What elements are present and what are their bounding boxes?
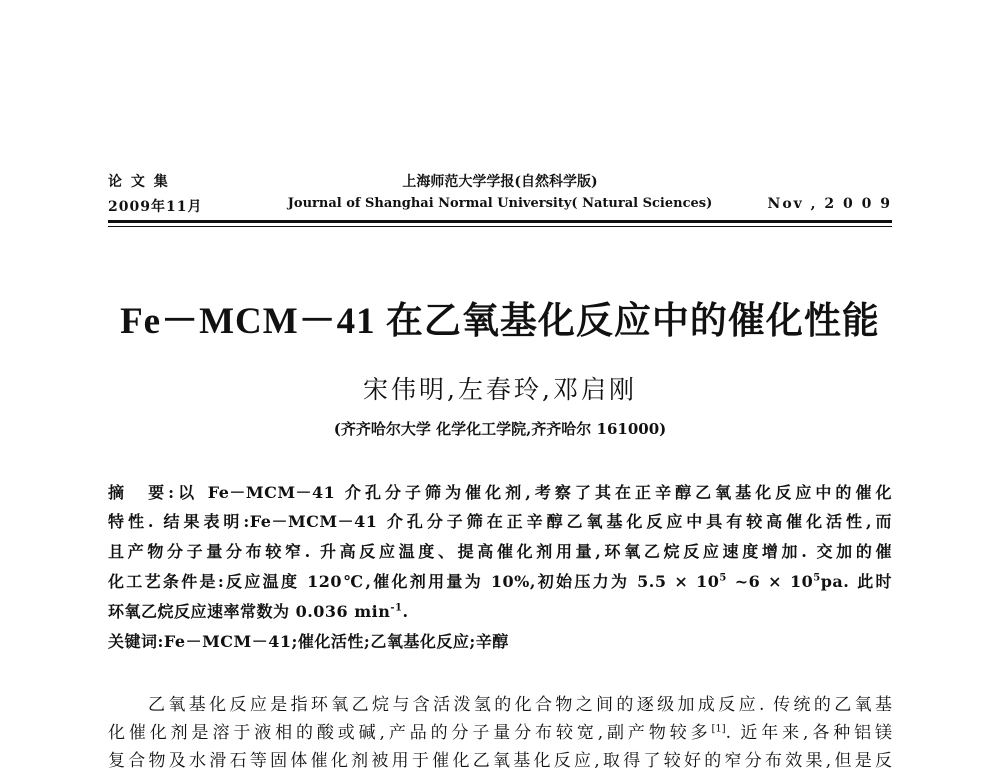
- abstract-text: pa. 此时: [820, 572, 892, 591]
- keywords-label: 关键词:: [108, 632, 164, 651]
- abstract-line: 且产物分子量分布较窄. 升高反应温度、提高催化剂用量,环氧乙烷反应速度增加. 交加的催: [108, 542, 892, 561]
- abstract-line: [108, 569, 892, 592]
- body-paragraph-line: 复合物及水滑石等固体催化剂被用于催化乙氧基化反应,取得了较好的窄分布效果,但是反: [108, 751, 892, 771]
- exponent: 5: [813, 572, 821, 584]
- abstract-text: 化工艺条件是:反应温度 120℃,催化剂用量为 10%,初始压力为 5.5 × 10: [108, 572, 720, 591]
- abstract-text: 环氧乙烷反应速率常数为 0.036 min: [108, 602, 391, 621]
- abstract-text: .: [402, 602, 409, 621]
- citation-ref: [1]: [711, 723, 726, 735]
- article-title: Fe－MCM－41 在乙氧基化反应中的催化性能: [120, 301, 880, 342]
- abstract-line: 特性. 结果表明:Fe－MCM－41 介孔分子筛在正辛醇乙氧基化反应中具有较高催化活性,而: [108, 512, 892, 531]
- article-affiliation: (齐齐哈尔大学 化学化工学院,齐齐哈尔 161000): [333, 420, 667, 438]
- abstract-line: [108, 480, 892, 503]
- article-authors: 宋伟明,左春玲,邓启刚: [363, 375, 637, 404]
- body-paragraph-line: [108, 718, 892, 743]
- keywords-line: [108, 629, 509, 652]
- issue-date-cn: 2009年11月: [108, 199, 203, 215]
- abstract-label: 摘 要:: [108, 483, 175, 502]
- header-rule-thin: [108, 226, 892, 227]
- body-paragraph-line: 乙氧基化反应是指环氧乙烷与含活泼氢的化合物之间的逐级加成反应. 传统的乙氧基: [148, 695, 892, 715]
- abstract-text: ~6 × 10: [726, 572, 814, 591]
- header-rule-thick: [108, 220, 892, 223]
- exponent: -1: [390, 602, 403, 614]
- journal-title-en: Journal of Shanghai Normal University( Natural Sciences): [287, 196, 713, 211]
- body-text: 化催化剂是溶于液相的酸或碱,产品的分子量分布较宽,副产物较多: [108, 723, 712, 743]
- body-text: . 近年来,各种铝镁: [725, 723, 892, 743]
- section-label: 论 文 集: [108, 174, 170, 190]
- abstract-text: 以 Fe－MCM－41 介孔分子筛为催化剂,考察了其在正辛醇乙氧基化反应中的催化: [174, 483, 892, 502]
- journal-title-cn: 上海师范大学学报(自然科学版): [402, 174, 598, 190]
- abstract-line: [108, 599, 892, 622]
- issue-date-en: Nov , 2 0 0 9: [767, 196, 892, 212]
- keywords-text: Fe－MCM－41;催化活性;乙氧基化反应;辛醇: [163, 632, 509, 651]
- exponent: 5: [719, 572, 727, 584]
